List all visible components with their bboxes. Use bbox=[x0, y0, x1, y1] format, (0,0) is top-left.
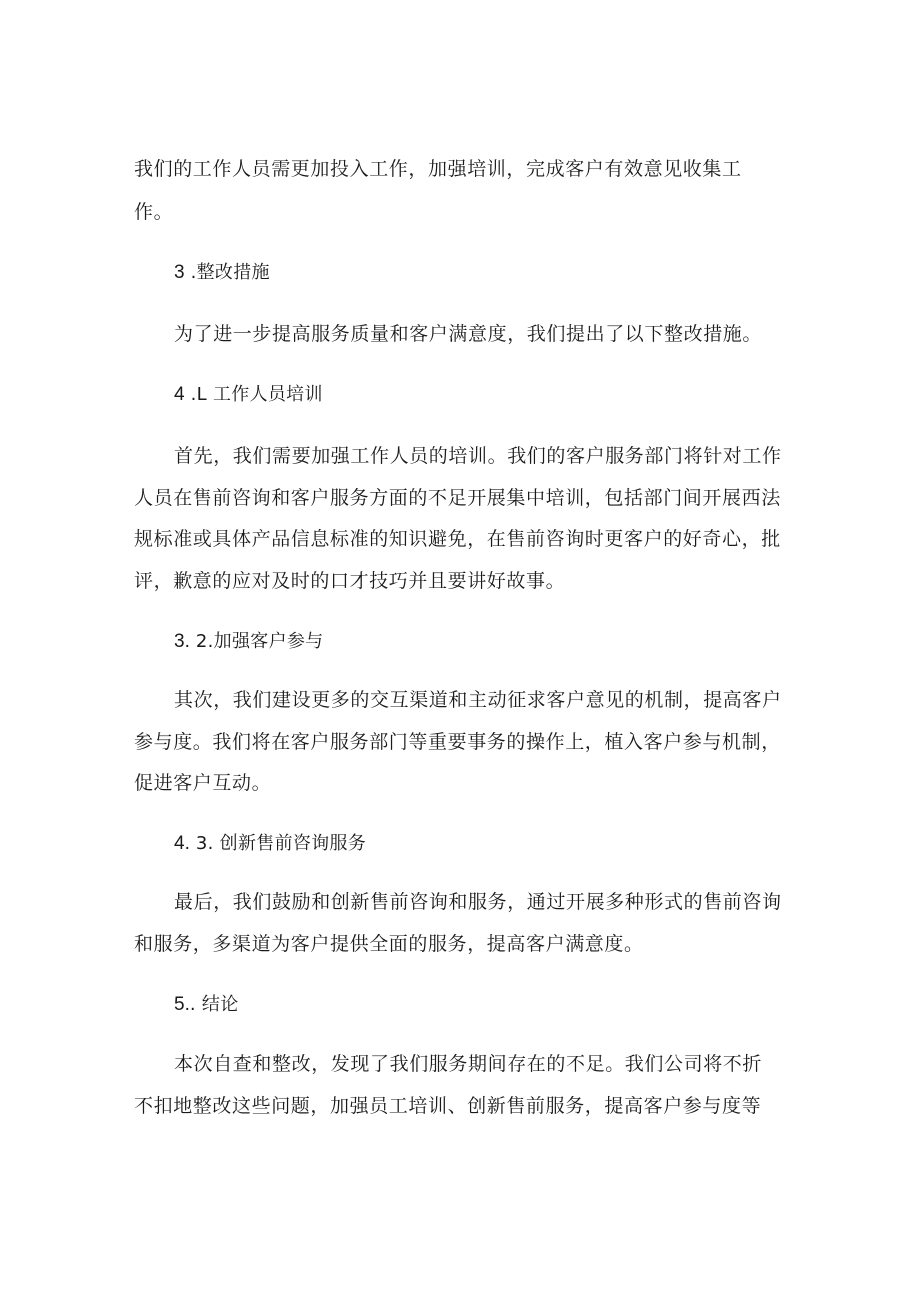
heading-conclusion bbox=[174, 993, 239, 1017]
paragraph-participation-line-3: 促进客户互动。 bbox=[134, 772, 272, 794]
paragraph-conclusion-line-2: 不扣地整改这些问题，加强员工培训、创新售前服务，提高客户参与度等 bbox=[134, 1095, 762, 1117]
heading-participation bbox=[174, 630, 323, 654]
paragraph-conclusion-line-1: 本次自查和整改，发现了我们服务期间存在的不足。我们公司将不折 bbox=[174, 1053, 763, 1075]
heading-participation-number: 3. bbox=[174, 631, 190, 652]
paragraph-participation-line-2: 参与度。我们将在客户服务部门等重要事务的操作上，植入客户参与机制， bbox=[134, 731, 781, 753]
paragraph-innovation-line-2: 和服务，多渠道为客户提供全面的服务，提高客户满意度。 bbox=[134, 933, 644, 955]
heading-innovation-number: 4. bbox=[174, 833, 190, 854]
heading-innovation bbox=[174, 832, 366, 856]
paragraph-training-line-4: 评，歉意的应对及时的口才技巧并且要讲好故事。 bbox=[134, 570, 566, 592]
paragraph-participation-line-1: 其次，我们建设更多的交互渠道和主动征求客户意见的机制，提高客户 bbox=[174, 689, 782, 711]
heading-training-number: 4 bbox=[174, 384, 185, 405]
heading-conclusion-number: 5. bbox=[174, 994, 190, 1015]
heading-training bbox=[174, 383, 323, 407]
paragraph-intro-line-1: 我们的工作人员需更加投入工作，加强培训，完成客户有效意见收集工 bbox=[134, 158, 742, 180]
heading-training-text: .L 工作人员培训 bbox=[190, 384, 323, 405]
heading-innovation-text: 3. 创新售前咨询服务 bbox=[195, 833, 367, 854]
paragraph-intro-line-2: 作。 bbox=[134, 201, 174, 223]
heading-measures-text: .整改措施 bbox=[190, 262, 270, 283]
heading-participation-text: 2.加强客户参与 bbox=[195, 631, 324, 652]
paragraph-training-line-3: 规标准或具体产品信息标准的知识避免，在售前咨询时更客户的好奇心，批 bbox=[134, 528, 781, 550]
paragraph-training-line-1: 首先，我们需要加强工作人员的培训。我们的客户服务部门将针对工作 bbox=[174, 445, 782, 467]
paragraph-innovation-line-1: 最后，我们鼓励和创新售前咨询和服务，通过开展多种形式的售前咨询 bbox=[174, 891, 782, 913]
paragraph-measures-intro: 为了进一步提高服务质量和客户满意度，我们提出了以下整改措施。 bbox=[174, 323, 763, 345]
heading-measures-number: 3 bbox=[174, 262, 185, 283]
heading-conclusion-text: . 结论 bbox=[189, 994, 239, 1015]
paragraph-training-line-2: 人员在售前咨询和客户服务方面的不足开展集中培训，包括部门间开展西法 bbox=[134, 487, 781, 509]
heading-measures bbox=[174, 261, 270, 285]
